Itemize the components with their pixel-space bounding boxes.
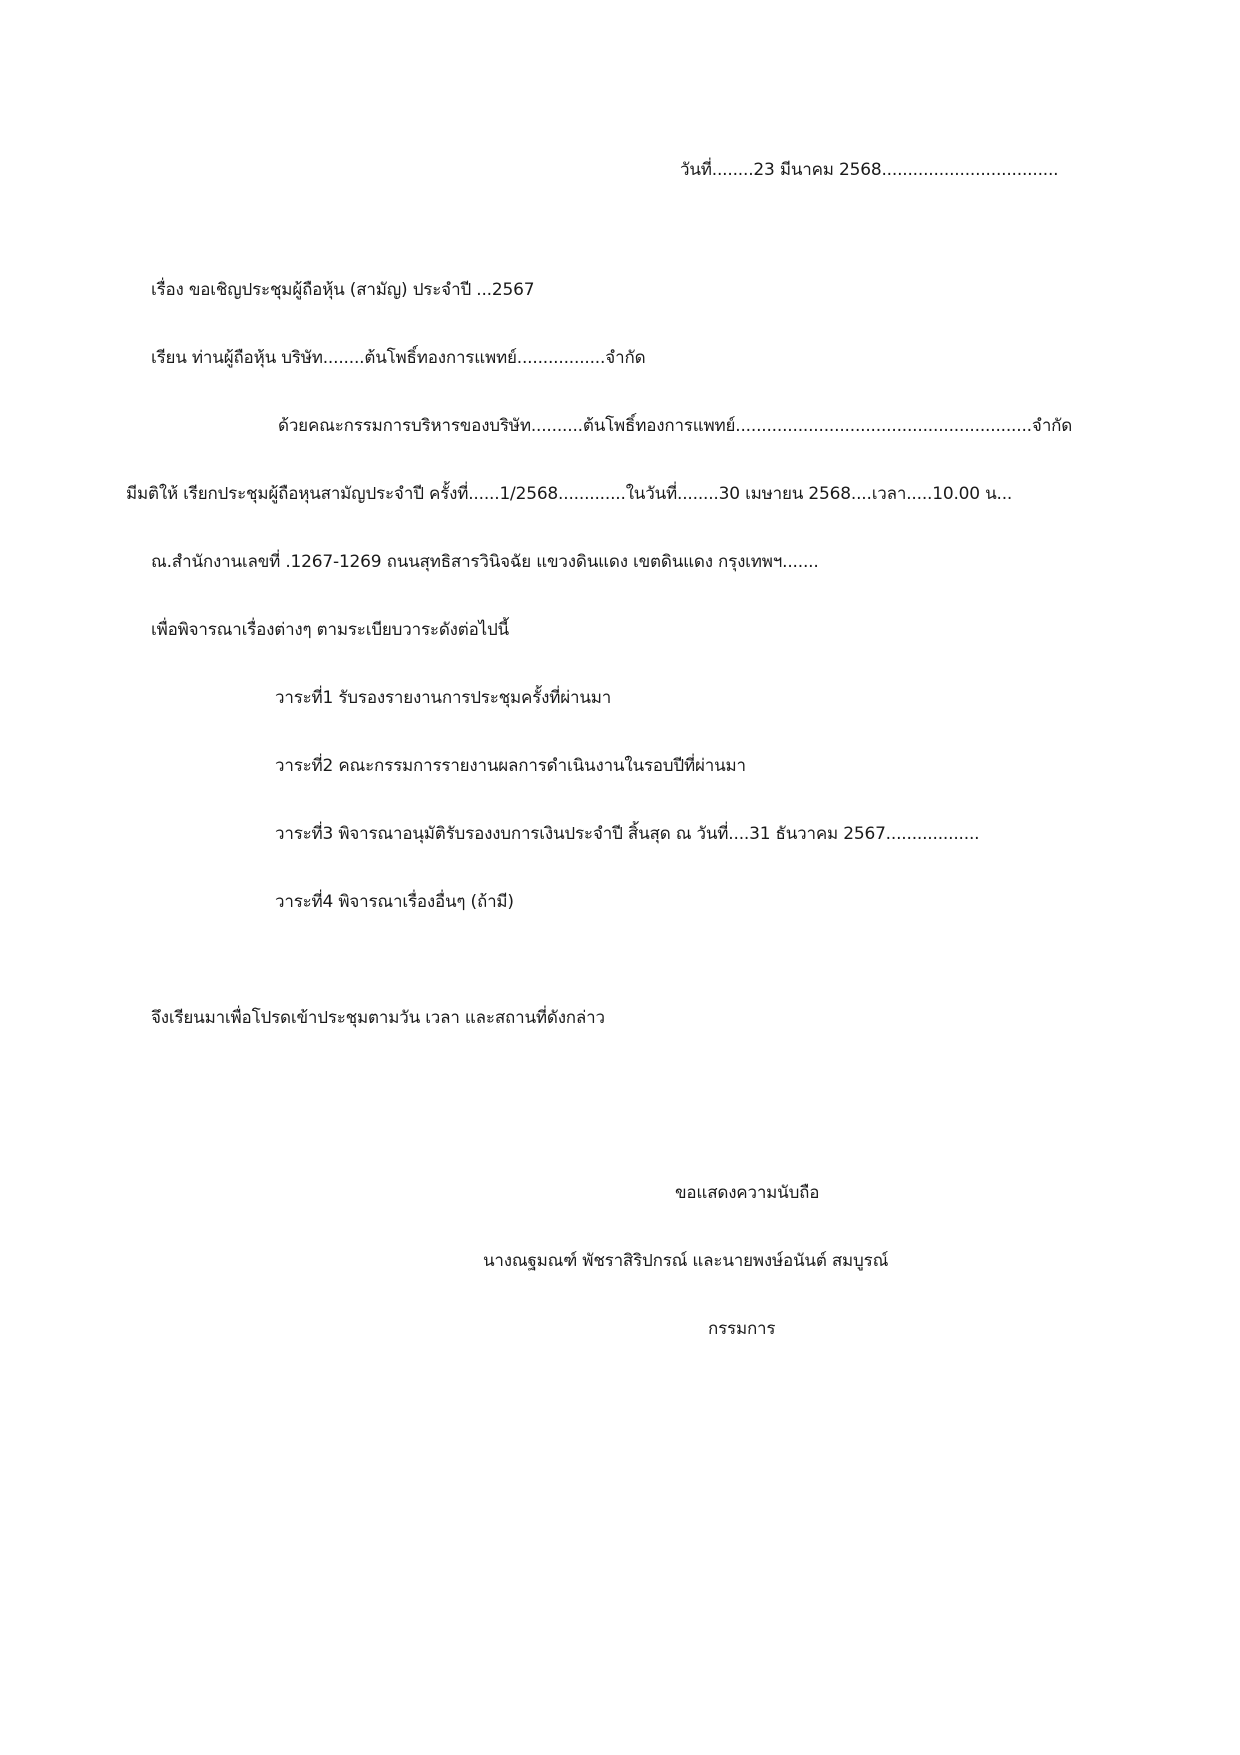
body-paragraph-line-4: เพื่อพิจารณาเรื่องต่างๆ ตามระเบียบวาระดังต่อไปนี้ <box>151 620 509 640</box>
agenda-item: วาระที่4 พิจารณาเรื่องอื่นๆ (ถ้ามี) <box>275 892 514 912</box>
signer-names: นางณฐมณฑ์ พัชราสิริปกรณ์ และนายพงษ์อนันต์ สมบูรณ์ <box>483 1251 889 1271</box>
regards-text: ขอแสดงความนับถือ <box>675 1183 820 1203</box>
letter-date: วันที่........23 มีนาคม 2568.................................. <box>680 160 1059 180</box>
body-paragraph-line-2: มีมติให้ เรียกประชุมผู้ถือหุนสามัญประจำปี ครั้งที่......1/2568.............ในวันที่........30 เมษายน 2568....เวลา.....10.00 น... <box>126 484 1013 504</box>
body-paragraph-line-3: ณ.สำนักงานเลขที่ .1267-1269 ถนนสุทธิสารวินิจฉัย แขวงดินแดง เขตดินแดง กรุงเทพฯ....... <box>151 552 819 572</box>
agenda-item: วาระที่3 พิจารณาอนุมัติรับรองงบการเงินประจำปี สิ้นสุด ณ วันที่....31 ธันวาคม 2567.................. <box>275 824 980 844</box>
agenda-item: วาระที่1 รับรองรายงานการประชุมครั้งที่ผ่านมา <box>275 688 612 708</box>
letter-recipient: เรียน ท่านผู้ถือหุ้น บริษัท........ต้นโพธิ์ทองการแพทย์.................จำกัด <box>151 348 646 368</box>
closing-statement: จึงเรียนมาเพื่อโปรดเข้าประชุมตามวัน เวลา และสถานที่ดังกล่าว <box>151 1008 605 1028</box>
agenda-item: วาระที่2 คณะกรรมการรายงานผลการดำเนินงานในรอบปีที่ผ่านมา <box>275 756 746 776</box>
letter-subject: เรื่อง ขอเชิญประชุมผู้ถือหุ้น (สามัญ) ประจำปี ...2567 <box>151 280 535 300</box>
signer-role: กรรมการ <box>708 1319 776 1339</box>
body-paragraph-line-1: ด้วยคณะกรรมการบริหารของบริษัท..........ต้นโพธิ์ทองการแพทย์.........................................................จำกัด <box>278 416 1073 436</box>
